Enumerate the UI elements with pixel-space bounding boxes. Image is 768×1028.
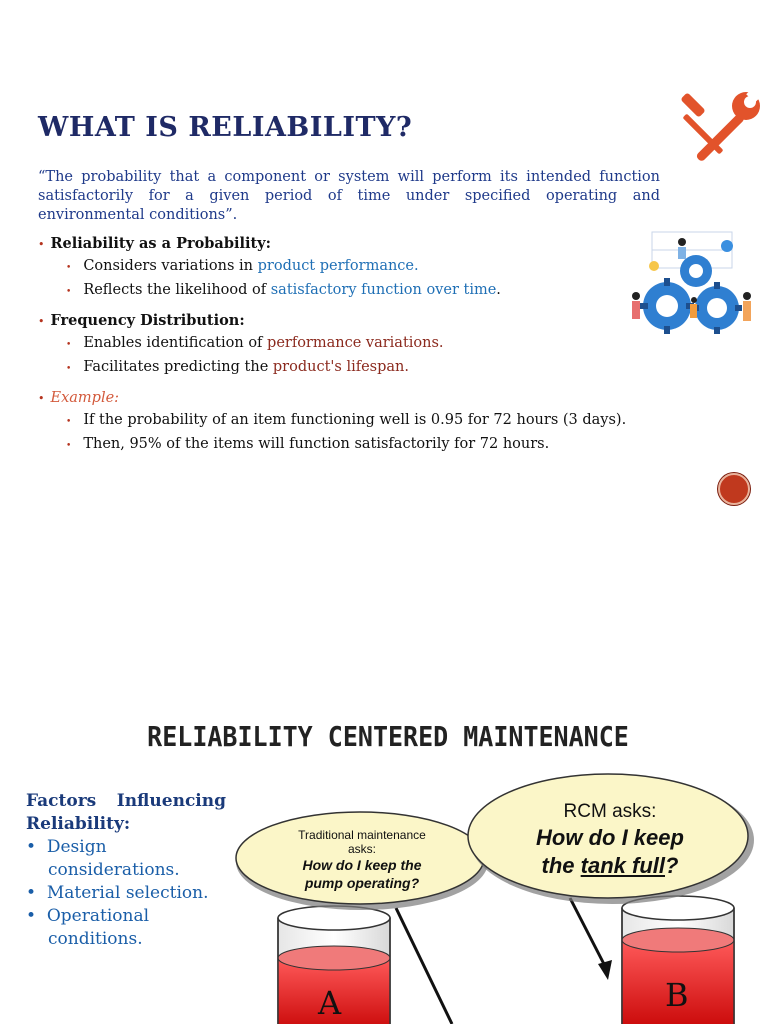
bullet-reliability-probability: • Reliability as a Probability:: [38, 235, 271, 252]
list-item: • Design considerations.: [26, 837, 180, 880]
list-item: • Then, 95% of the items will function satisfactorily for 72 hours.: [66, 436, 550, 452]
list-item: • If the probability of an item functioning well is 0.95 for 72 hours (3 days).: [66, 412, 627, 428]
factors-heading: Factors Influencing Reliability:: [26, 791, 226, 834]
page-number-badge: [718, 473, 750, 505]
bullet-frequency-distribution: • Frequency Distribution:: [38, 312, 245, 329]
list-item: • Operational conditions.: [26, 906, 150, 949]
definition-quote: “The probability that a component or system will perform its intended function satisfactorily for a given period of time under specified operating and environmental conditions”.: [38, 169, 660, 223]
tank-a-label: A: [318, 984, 342, 1022]
list-item: • Facilitates predicting the product's lifespan.: [66, 359, 409, 375]
gears-team-illustration: [622, 226, 762, 341]
list-item: • Reflects the likelihood of satisfactory function over time.: [66, 282, 501, 298]
factors-list: [26, 790, 226, 951]
list-item: • Enables identification of performance variations.: [66, 335, 444, 351]
rcm-title: RELIABILITY CENTERED MAINTENANCE: [147, 720, 629, 753]
tools-icon: [680, 88, 764, 172]
slide-title: WHAT IS RELIABILITY?: [38, 112, 413, 143]
tank-b-label: B: [665, 976, 689, 1014]
right-bubble-text: RCM asks: How do I keep the tank full?: [536, 801, 684, 878]
list-item: • Material selection.: [26, 883, 209, 903]
bullet-example: • Example:: [38, 390, 120, 406]
list-item: • Considers variations in product performance.: [66, 258, 419, 274]
left-bubble-text: Traditional maintenance asks: How do I keep the pump operating?: [298, 828, 426, 891]
